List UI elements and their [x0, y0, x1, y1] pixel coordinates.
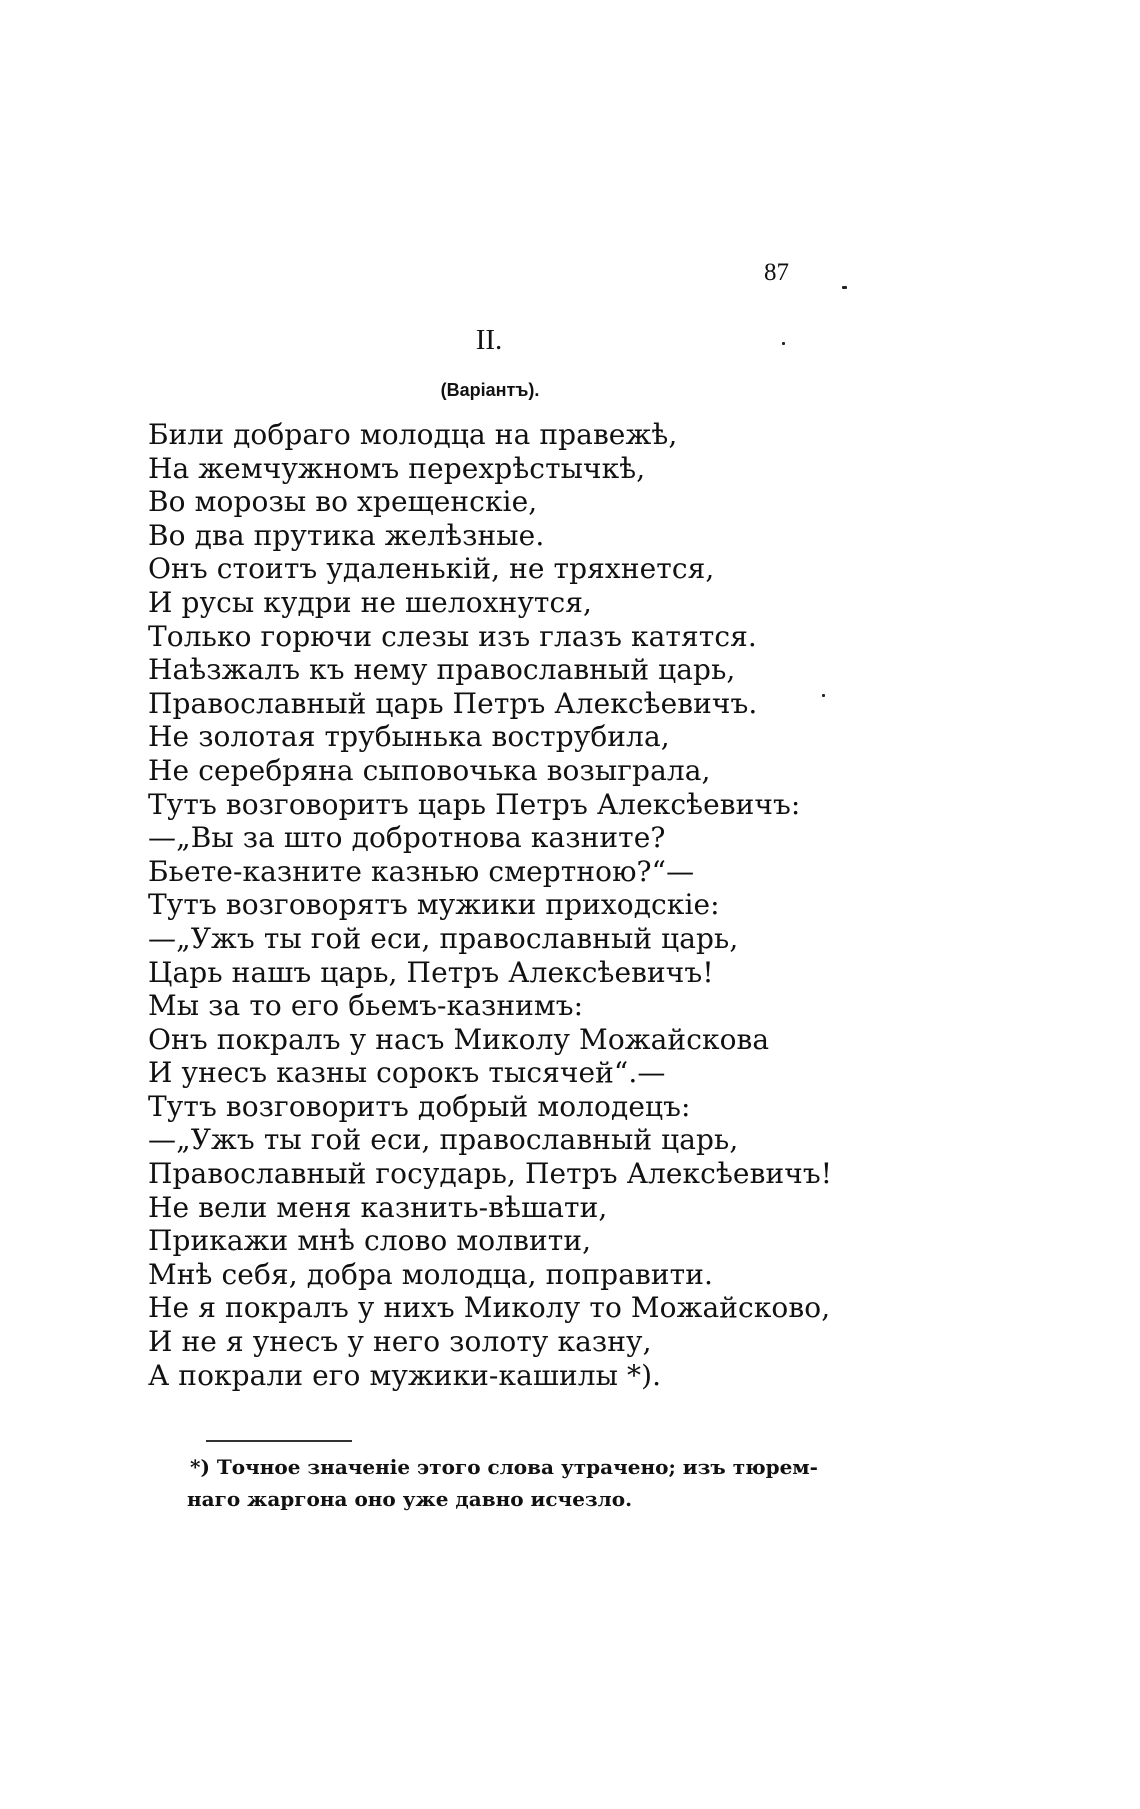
- poem-line: И унесъ казны сорокъ тысячей“.—: [148, 1056, 666, 1090]
- poem-line: Православный царь Петръ Алексѣевичъ.: [148, 686, 758, 720]
- footnote: [187, 1451, 870, 1515]
- poem-line: Не серебряна сыповочька возыграла,: [148, 753, 711, 787]
- poem-line: Тутъ возговорятъ мужики приходскіе:: [148, 888, 720, 922]
- poem-line: —„Ужъ ты гой еси, православный царь,: [148, 1123, 739, 1157]
- poem-line: Мнѣ себя, добра молодца, поправити.: [148, 1257, 713, 1291]
- section-heading: II.: [475, 324, 503, 356]
- poem-line: Прикажи мнѣ слово молвити,: [148, 1224, 592, 1258]
- poem-line: Не я покралъ у нихъ Миколу то Можайсково,: [148, 1291, 831, 1325]
- footnote-line: *) Точное значеніе этого слова утрачено; изъ тюрем-: [190, 1455, 818, 1479]
- poem-line: И не я унесъ у него золоту казну,: [148, 1325, 652, 1359]
- footnote-divider: [206, 1440, 352, 1442]
- footnote-line: наго жаргона оно уже давно исчезло.: [187, 1487, 633, 1511]
- poem-line: На жемчужномъ перехрѣстычкѣ,: [148, 451, 646, 485]
- poem-line: —„Ужъ ты гой еси, православный царь,: [148, 921, 739, 955]
- poem-line: А покрали его мужики-кашилы *).: [148, 1358, 662, 1392]
- poem-line: Во морозы во хрещенскіе,: [148, 485, 538, 519]
- poem-line: Мы за то его бьемъ-казнимъ:: [148, 989, 584, 1023]
- poem-line: Онъ покралъ у насъ Миколу Можайскова: [148, 1022, 770, 1056]
- poem-line: Не вели меня казнить-вѣшати,: [148, 1190, 608, 1224]
- poem-line: Не золотая трубынька вострубила,: [148, 720, 670, 754]
- poem-line: Тутъ возговоритъ царь Петръ Алексѣевичъ:: [148, 787, 801, 821]
- poem-text: [148, 418, 868, 1392]
- poem-line: И русы кудри не шелохнутся,: [148, 585, 593, 619]
- poem-line: Били добраго молодца на правежѣ,: [148, 418, 678, 451]
- poem-line: Онъ стоитъ удаленькій, не тряхнется,: [148, 552, 715, 586]
- print-mark-dot: [782, 342, 785, 345]
- poem-line: Наѣзжалъ къ нему православный царь,: [148, 653, 736, 687]
- page-number: 87: [764, 259, 789, 286]
- variant-label: (Варіантъ).: [440, 380, 540, 400]
- poem-line: Царь нашъ царь, Петръ Алексѣевичъ!: [148, 955, 714, 989]
- poem-line: Православный государь, Петръ Алексѣевичъ!: [148, 1157, 833, 1191]
- poem-line: —„Вы за што добротнова казните?: [148, 821, 666, 855]
- poem-line: Только горючи слезы изъ глазъ катятся.: [148, 619, 757, 653]
- poem-line: Бьете-казните казнью смертною?“—: [148, 854, 695, 888]
- poem-line: Во два прутика желѣзные.: [148, 518, 545, 552]
- print-mark-dash: [842, 286, 847, 289]
- poem-line: Тутъ возговоритъ добрый молодецъ:: [148, 1089, 691, 1123]
